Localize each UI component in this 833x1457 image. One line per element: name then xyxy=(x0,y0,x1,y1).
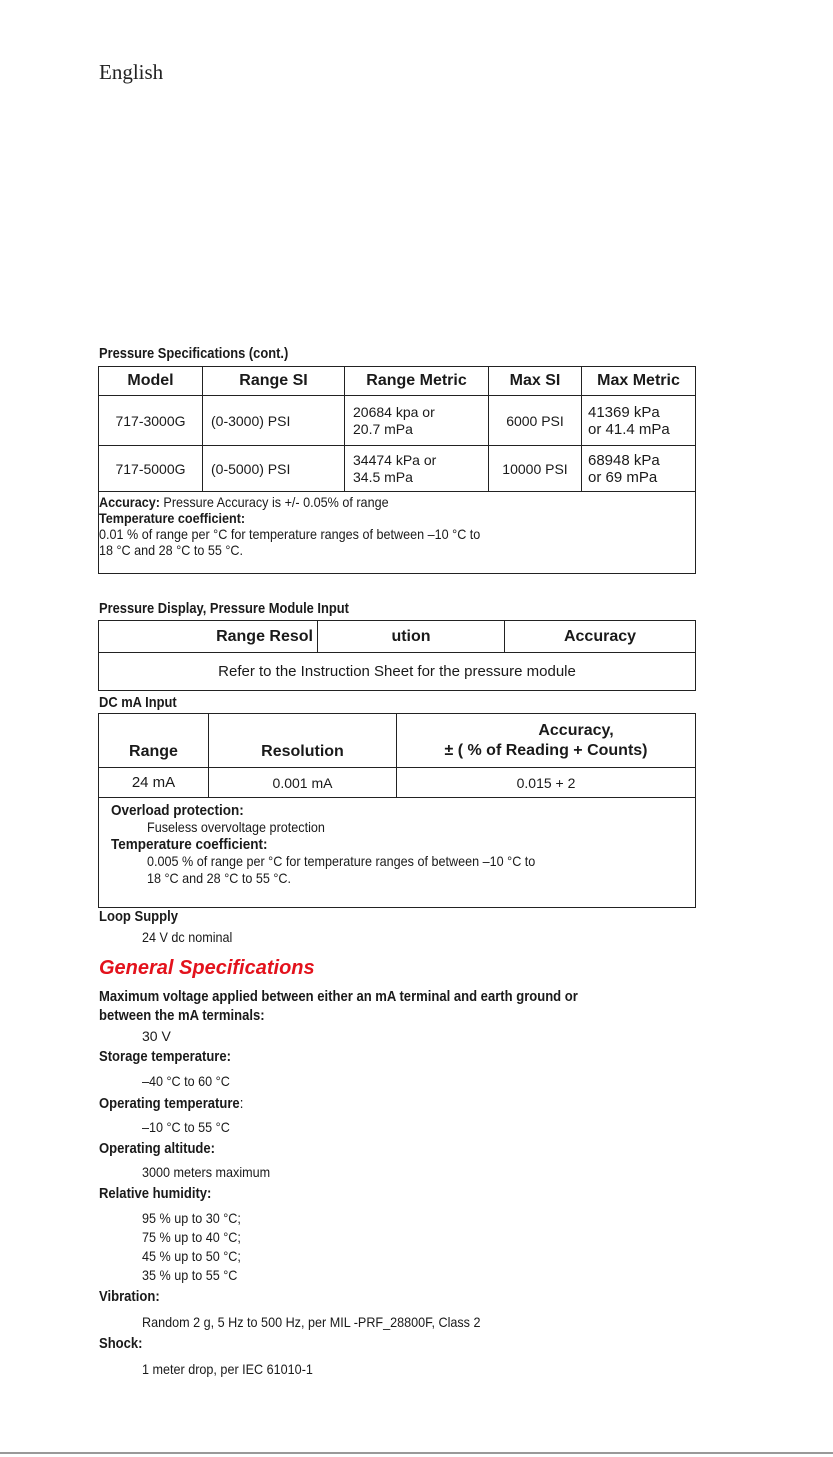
table-header-row xyxy=(99,621,696,653)
storage-temp-value: –40 °C to 60 °C xyxy=(142,1073,230,1089)
cell-range-si: (0-3000) PSI xyxy=(203,396,345,446)
table-header-row xyxy=(99,714,696,768)
vibration-value: Random 2 g, 5 Hz to 500 Hz, per MIL -PRF_28800F, Class 2 xyxy=(142,1314,481,1330)
general-specs-title: General Specifications xyxy=(99,957,315,979)
header-accuracy: Accuracy, ± ( % of Reading + Counts) xyxy=(397,714,696,768)
pressure-specs-title: Pressure Specifications (cont.) xyxy=(99,345,289,362)
overload-text: Fuseless overvoltage protection xyxy=(147,819,325,835)
loop-supply-value: 24 V dc nominal xyxy=(142,929,233,945)
table-row xyxy=(99,446,696,492)
humidity-value: 75 % up to 40 °C; xyxy=(142,1229,241,1245)
cell-accuracy: 0.015 + 2 xyxy=(397,768,696,798)
max-voltage-label-1: Maximum voltage applied between either an mA terminal and earth ground or xyxy=(99,989,578,1005)
cell-range: 24 mA xyxy=(99,768,209,798)
header-range-resol: Range Resol xyxy=(99,621,318,653)
humidity-value: 45 % up to 50 °C; xyxy=(142,1248,241,1264)
humidity-value: 95 % up to 30 °C; xyxy=(142,1210,241,1226)
temp-coef-label: Temperature coefficient: xyxy=(99,510,246,526)
cell-range-metric: 20684 kpa or 20.7 mPa xyxy=(345,396,489,446)
loop-supply-label: Loop Supply xyxy=(99,909,179,925)
dc-ma-notes xyxy=(99,798,696,908)
accuracy-text: Pressure Accuracy is +/- 0.05% of range xyxy=(159,494,389,510)
temp-coef-line2: 18 °C and 28 °C to 55 °C. xyxy=(99,542,243,558)
header-max-metric: Max Metric xyxy=(582,367,696,396)
header-model: Model xyxy=(99,367,203,396)
pressure-display-title: Pressure Display, Pressure Module Input xyxy=(99,600,349,617)
cell-max-si: 10000 PSI xyxy=(489,446,582,492)
shock-value: 1 meter drop, per IEC 61010-1 xyxy=(142,1361,313,1377)
dc-ma-table xyxy=(98,713,696,908)
accuracy-label: Accuracy: xyxy=(99,494,160,510)
header-range-si: Range SI xyxy=(203,367,345,396)
page-bottom-rule xyxy=(0,1452,833,1454)
humidity-label: Relative humidity: xyxy=(99,1186,212,1202)
cell-resolution: 0.001 mA xyxy=(209,768,397,798)
header-accuracy: Accuracy xyxy=(505,621,696,653)
pressure-specs-table xyxy=(98,366,696,574)
shock-label: Shock: xyxy=(99,1336,143,1352)
header-range: Range xyxy=(99,714,209,768)
temp-coef-line1: 0.01 % of range per °C for temperature ranges of between –10 °C to xyxy=(99,526,481,542)
cell-range-si: (0-5000) PSI xyxy=(203,446,345,492)
table-notes-row xyxy=(99,492,696,574)
header-ution: ution xyxy=(318,621,505,653)
table-row xyxy=(99,768,696,798)
pressure-display-table xyxy=(98,620,696,691)
overload-label: Overload protection: xyxy=(111,802,244,819)
vibration-label: Vibration: xyxy=(99,1289,160,1305)
cell-model: 717-3000G xyxy=(99,396,203,446)
table-header-row xyxy=(99,367,696,396)
header-resolution: Resolution xyxy=(209,714,397,768)
cell-max-metric: 41369 kPa or 41.4 mPa xyxy=(582,396,696,446)
cell-max-si: 6000 PSI xyxy=(489,396,582,446)
table-row xyxy=(99,653,696,691)
storage-temp-label: Storage temperature: xyxy=(99,1049,231,1065)
cell-range-metric: 34474 kPa or 34.5 mPa xyxy=(345,446,489,492)
altitude-value: 3000 meters maximum xyxy=(142,1164,271,1180)
cell-model: 717-5000G xyxy=(99,446,203,492)
table-row xyxy=(99,396,696,446)
pressure-module-note: Refer to the Instruction Sheet for the pressure module xyxy=(99,653,696,691)
cell-max-metric: 68948 kPa or 69 mPa xyxy=(582,446,696,492)
header-range-metric: Range Metric xyxy=(345,367,489,396)
operating-temp-value: –10 °C to 55 °C xyxy=(142,1119,230,1135)
pressure-notes xyxy=(99,492,696,574)
language-label: English xyxy=(99,60,164,84)
temp-coef-label: Temperature coefficient: xyxy=(111,836,268,853)
altitude-label: Operating altitude: xyxy=(99,1141,216,1157)
temp-coef-line1: 0.005 % of range per °C for temperature ranges of between –10 °C to xyxy=(147,853,536,869)
table-notes-row xyxy=(99,798,696,908)
operating-temp-label: Operating temperature: xyxy=(99,1096,244,1112)
humidity-value: 35 % up to 55 °C xyxy=(142,1267,238,1283)
temp-coef-line2: 18 °C and 28 °C to 55 °C. xyxy=(147,870,291,886)
max-voltage-label-2: between the mA terminals: xyxy=(99,1008,265,1024)
header-max-si: Max SI xyxy=(489,367,582,396)
dc-ma-title: DC mA Input xyxy=(99,694,177,711)
max-voltage-value: 30 V xyxy=(142,1028,171,1044)
